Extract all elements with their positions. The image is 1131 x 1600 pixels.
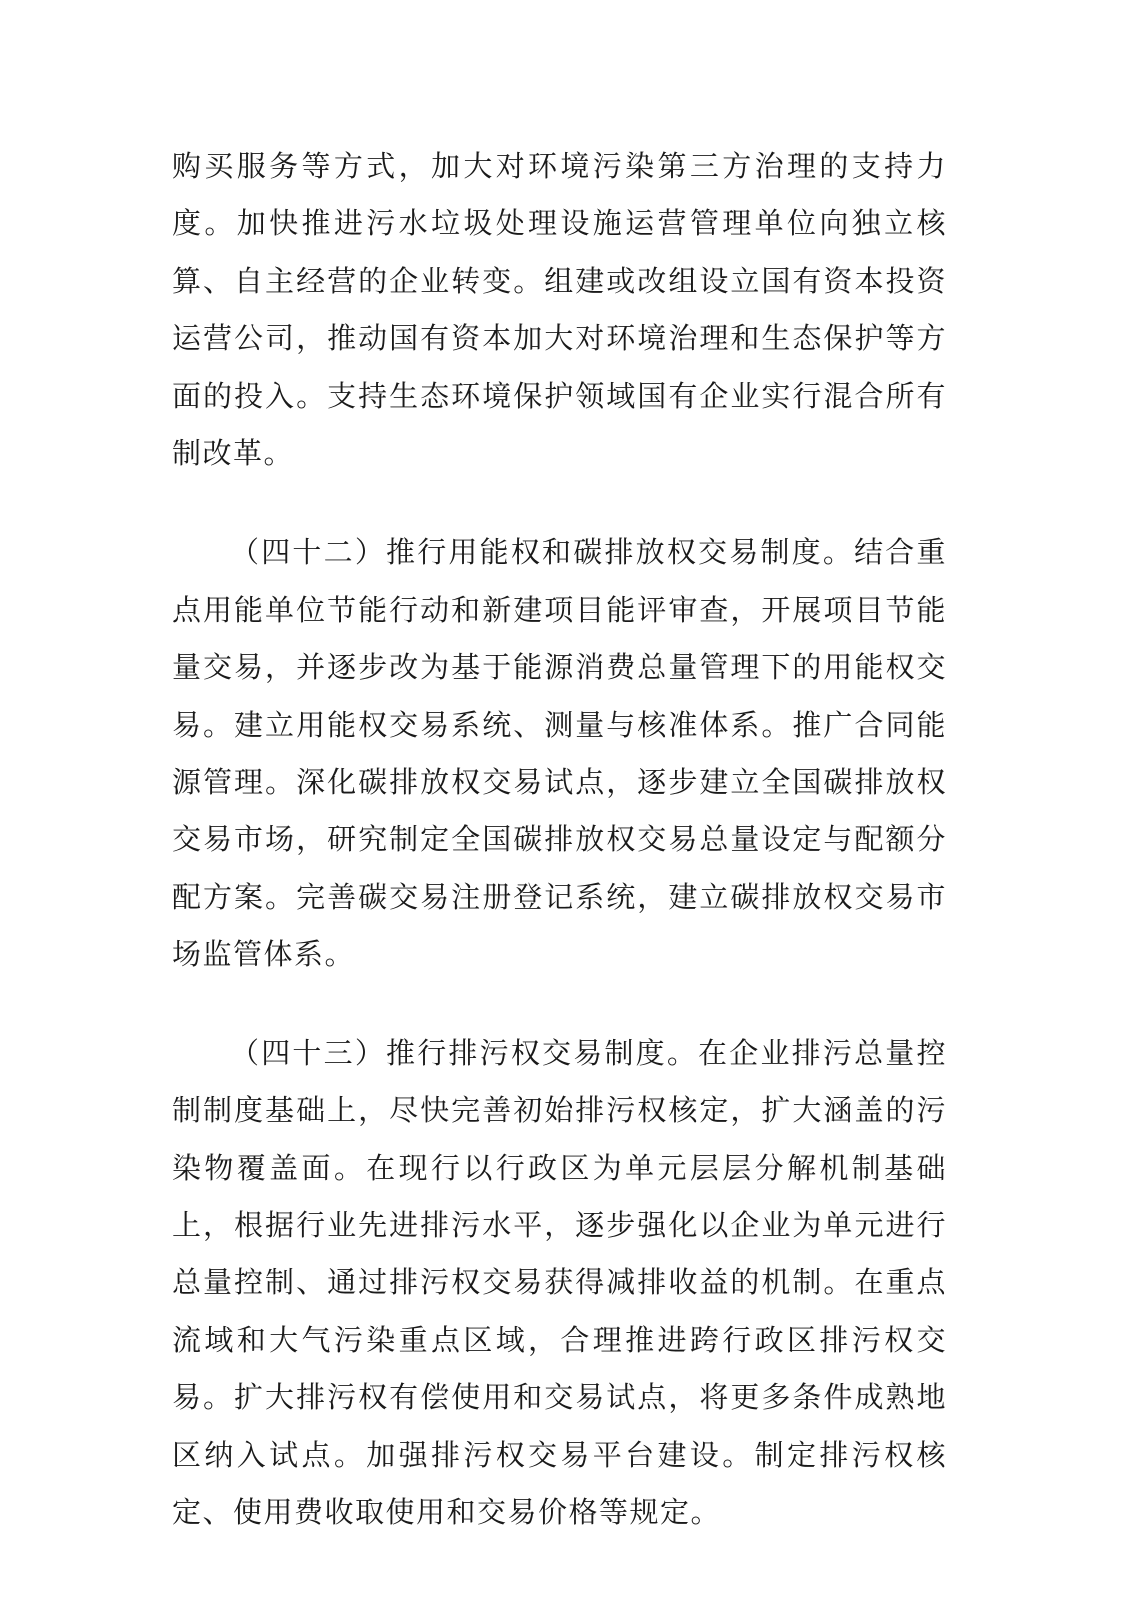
paragraph-section-42: （四十二）推行用能权和碳排放权交易制度。结合重点用能单位节能行动和新建项目能评审查，开展项目节能量交易，并逐步改为基于能源消费总量管理下的用能权交易。建立用能权交易系统、测量与核准体系。推广合同能源管理。深化碳排放权交易试点，逐步建立全国碳排放权交易市场，研究制定全国碳排放权交易总量设定与配额分配方案。完善碳交易注册登记系统，建立碳排放权交易市场监管体系。 [172, 535, 947, 972]
paragraph-continuation: 购买服务等方式，加大对环境污染第三方治理的支持力度。加快推进污水垃圾处理设施运营管理单位向独立核算、自主经营的企业转变。组建或改组设立国有资本投资运营公司，推动国有资本加大对环境治理和生态保护等方面的投入。支持生态环境保护领域国有企业实行混合所有制改革。 [172, 149, 947, 471]
paragraph-section-43: （四十三）推行排污权交易制度。在企业排污总量控制制度基础上，尽快完善初始排污权核定，扩大涵盖的污染物覆盖面。在现行以行政区为单元层层分解机制基础上，根据行业先进排污水平，逐步强化以企业为单元进行总量控制、通过排污权交易获得减排收益的机制。在重点流域和大气污染重点区域，合理推进跨行政区排污权交易。扩大排污权有偿使用和交易试点，将更多条件成熟地区纳入试点。加强排污权交易平台建设。制定排污权核定、使用费收取使用和交易价格等规定。 [172, 1035, 947, 1529]
document-body [172, 138, 947, 1541]
